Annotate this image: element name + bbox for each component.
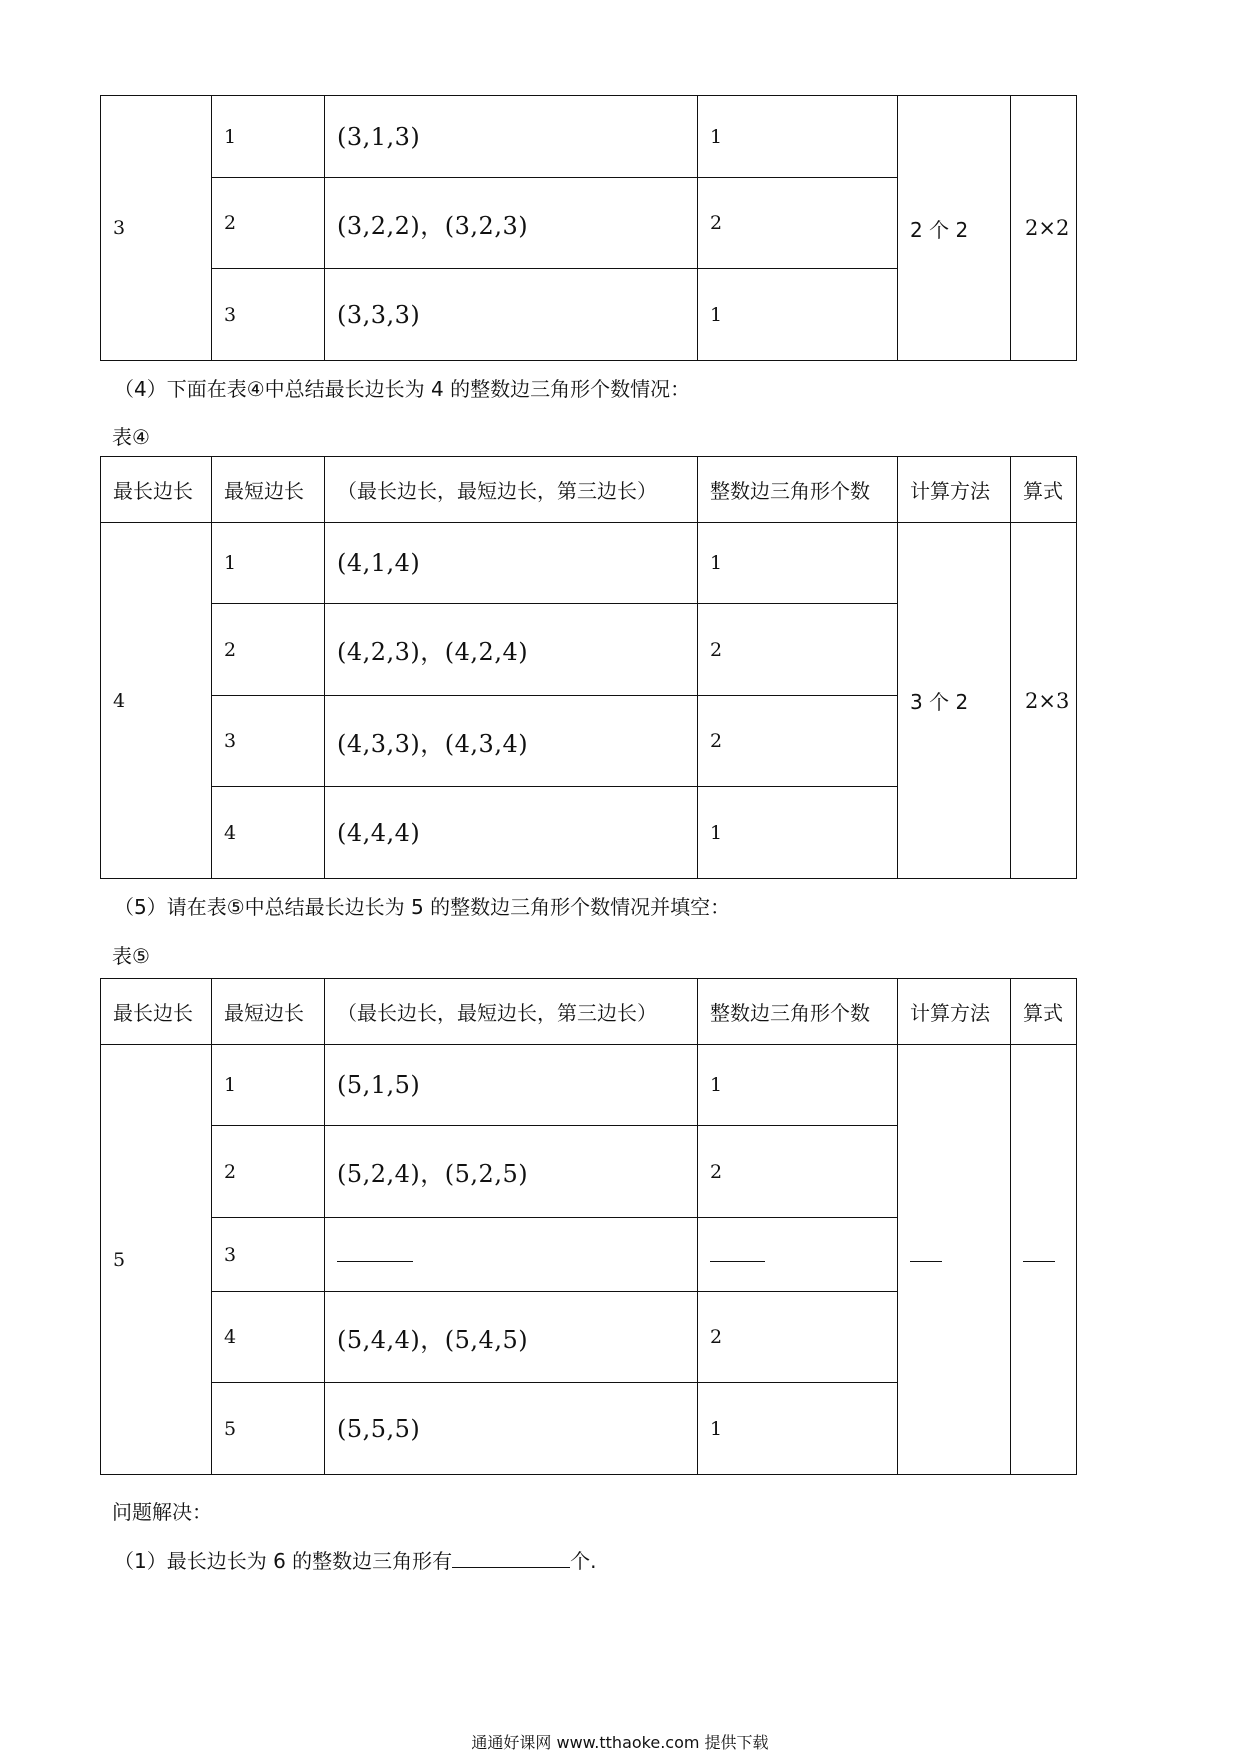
formula-answer-blank[interactable] [1023,1260,1055,1262]
header-longest: 最长边长 [101,457,212,523]
problem-1-text: （1）最长边长为 6 的整数边三角形有 [114,1549,453,1573]
count-answer-blank[interactable] [710,1260,765,1262]
header-triple: （最长边长，最短边长，第三边长） [325,457,698,523]
header-count: 整数边三角形个数 [698,979,898,1045]
triples-answer-blank[interactable] [337,1260,413,1262]
table-5-caption: 表⑤ [112,944,150,968]
triples-cell: (4,4,4) [325,787,698,879]
count-cell: 1 [698,523,898,604]
shortest-side-cell: 1 [212,523,325,604]
method-answer-blank[interactable] [910,1260,942,1262]
method-cell: 3 个 2 [898,523,1011,879]
header-longest: 最长边长 [101,979,212,1045]
triples-cell: (5,5,5) [325,1383,698,1475]
problem-1-suffix: 个. [570,1549,597,1573]
problem-1-answer-blank[interactable] [452,1547,570,1568]
header-row [101,457,1077,523]
table-4 [100,456,1077,879]
longest-side-cell: 3 [101,96,212,361]
shortest-side-cell: 2 [212,178,325,269]
header-method: 计算方法 [898,979,1011,1045]
triples-cell: (3,2,2)，(3,2,3) [325,178,698,269]
shortest-side-cell: 2 [212,1126,325,1218]
shortest-side-cell: 1 [212,1045,325,1126]
triples-cell: (4,2,3)，(4,2,4) [325,604,698,696]
shortest-side-cell: 4 [212,787,325,879]
shortest-side-cell: 3 [212,1218,325,1292]
table-5 [100,978,1077,1475]
count-cell: 1 [698,787,898,879]
triples-blank-cell[interactable] [325,1218,698,1292]
shortest-side-cell: 5 [212,1383,325,1475]
count-cell: 2 [698,1292,898,1383]
problem-1 [114,1545,597,1574]
triples-cell: (3,1,3) [325,96,698,178]
count-cell: 2 [698,604,898,696]
problem-heading: 问题解决： [112,1500,212,1524]
shortest-side-cell: 4 [212,1292,325,1383]
triples-cell: (5,1,5) [325,1045,698,1126]
header-count: 整数边三角形个数 [698,457,898,523]
header-shortest: 最短边长 [212,979,325,1045]
header-formula: 算式 [1011,457,1077,523]
header-formula: 算式 [1011,979,1077,1045]
table-3 [100,95,1077,361]
count-cell: 2 [698,178,898,269]
longest-side-cell: 4 [101,523,212,879]
count-cell: 1 [698,96,898,178]
count-cell: 1 [698,1383,898,1475]
triples-cell: (5,4,4)，(5,4,5) [325,1292,698,1383]
formula-blank-cell[interactable] [1011,1045,1077,1475]
header-method: 计算方法 [898,457,1011,523]
table-row [101,96,1077,178]
formula-cell: 2×2 [1011,96,1077,361]
count-cell: 2 [698,696,898,787]
question-5-text: （5）请在表⑤中总结最长边长为 5 的整数边三角形个数情况并填空： [114,895,731,919]
method-blank-cell[interactable] [898,1045,1011,1475]
header-triple: （最长边长，最短边长，第三边长） [325,979,698,1045]
count-cell: 2 [698,1126,898,1218]
header-row [101,979,1077,1045]
table-row [101,1045,1077,1126]
question-4-text: （4）下面在表④中总结最长边长为 4 的整数边三角形个数情况： [114,377,691,401]
table-row [101,523,1077,604]
shortest-side-cell: 1 [212,96,325,178]
method-cell: 2 个 2 [898,96,1011,361]
shortest-side-cell: 3 [212,269,325,361]
shortest-side-cell: 3 [212,696,325,787]
count-cell: 1 [698,269,898,361]
table-4-caption: 表④ [112,425,150,449]
count-blank-cell[interactable] [698,1218,898,1292]
triples-cell: (3,3,3) [325,269,698,361]
count-cell: 1 [698,1045,898,1126]
triples-cell: (4,3,3)，(4,3,4) [325,696,698,787]
triples-cell: (5,2,4)，(5,2,5) [325,1126,698,1218]
page-footer: 通通好课网 www.tthaoke.com 提供下载 [471,1733,769,1752]
shortest-side-cell: 2 [212,604,325,696]
triples-cell: (4,1,4) [325,523,698,604]
longest-side-cell: 5 [101,1045,212,1475]
formula-cell: 2×3 [1011,523,1077,879]
header-shortest: 最短边长 [212,457,325,523]
